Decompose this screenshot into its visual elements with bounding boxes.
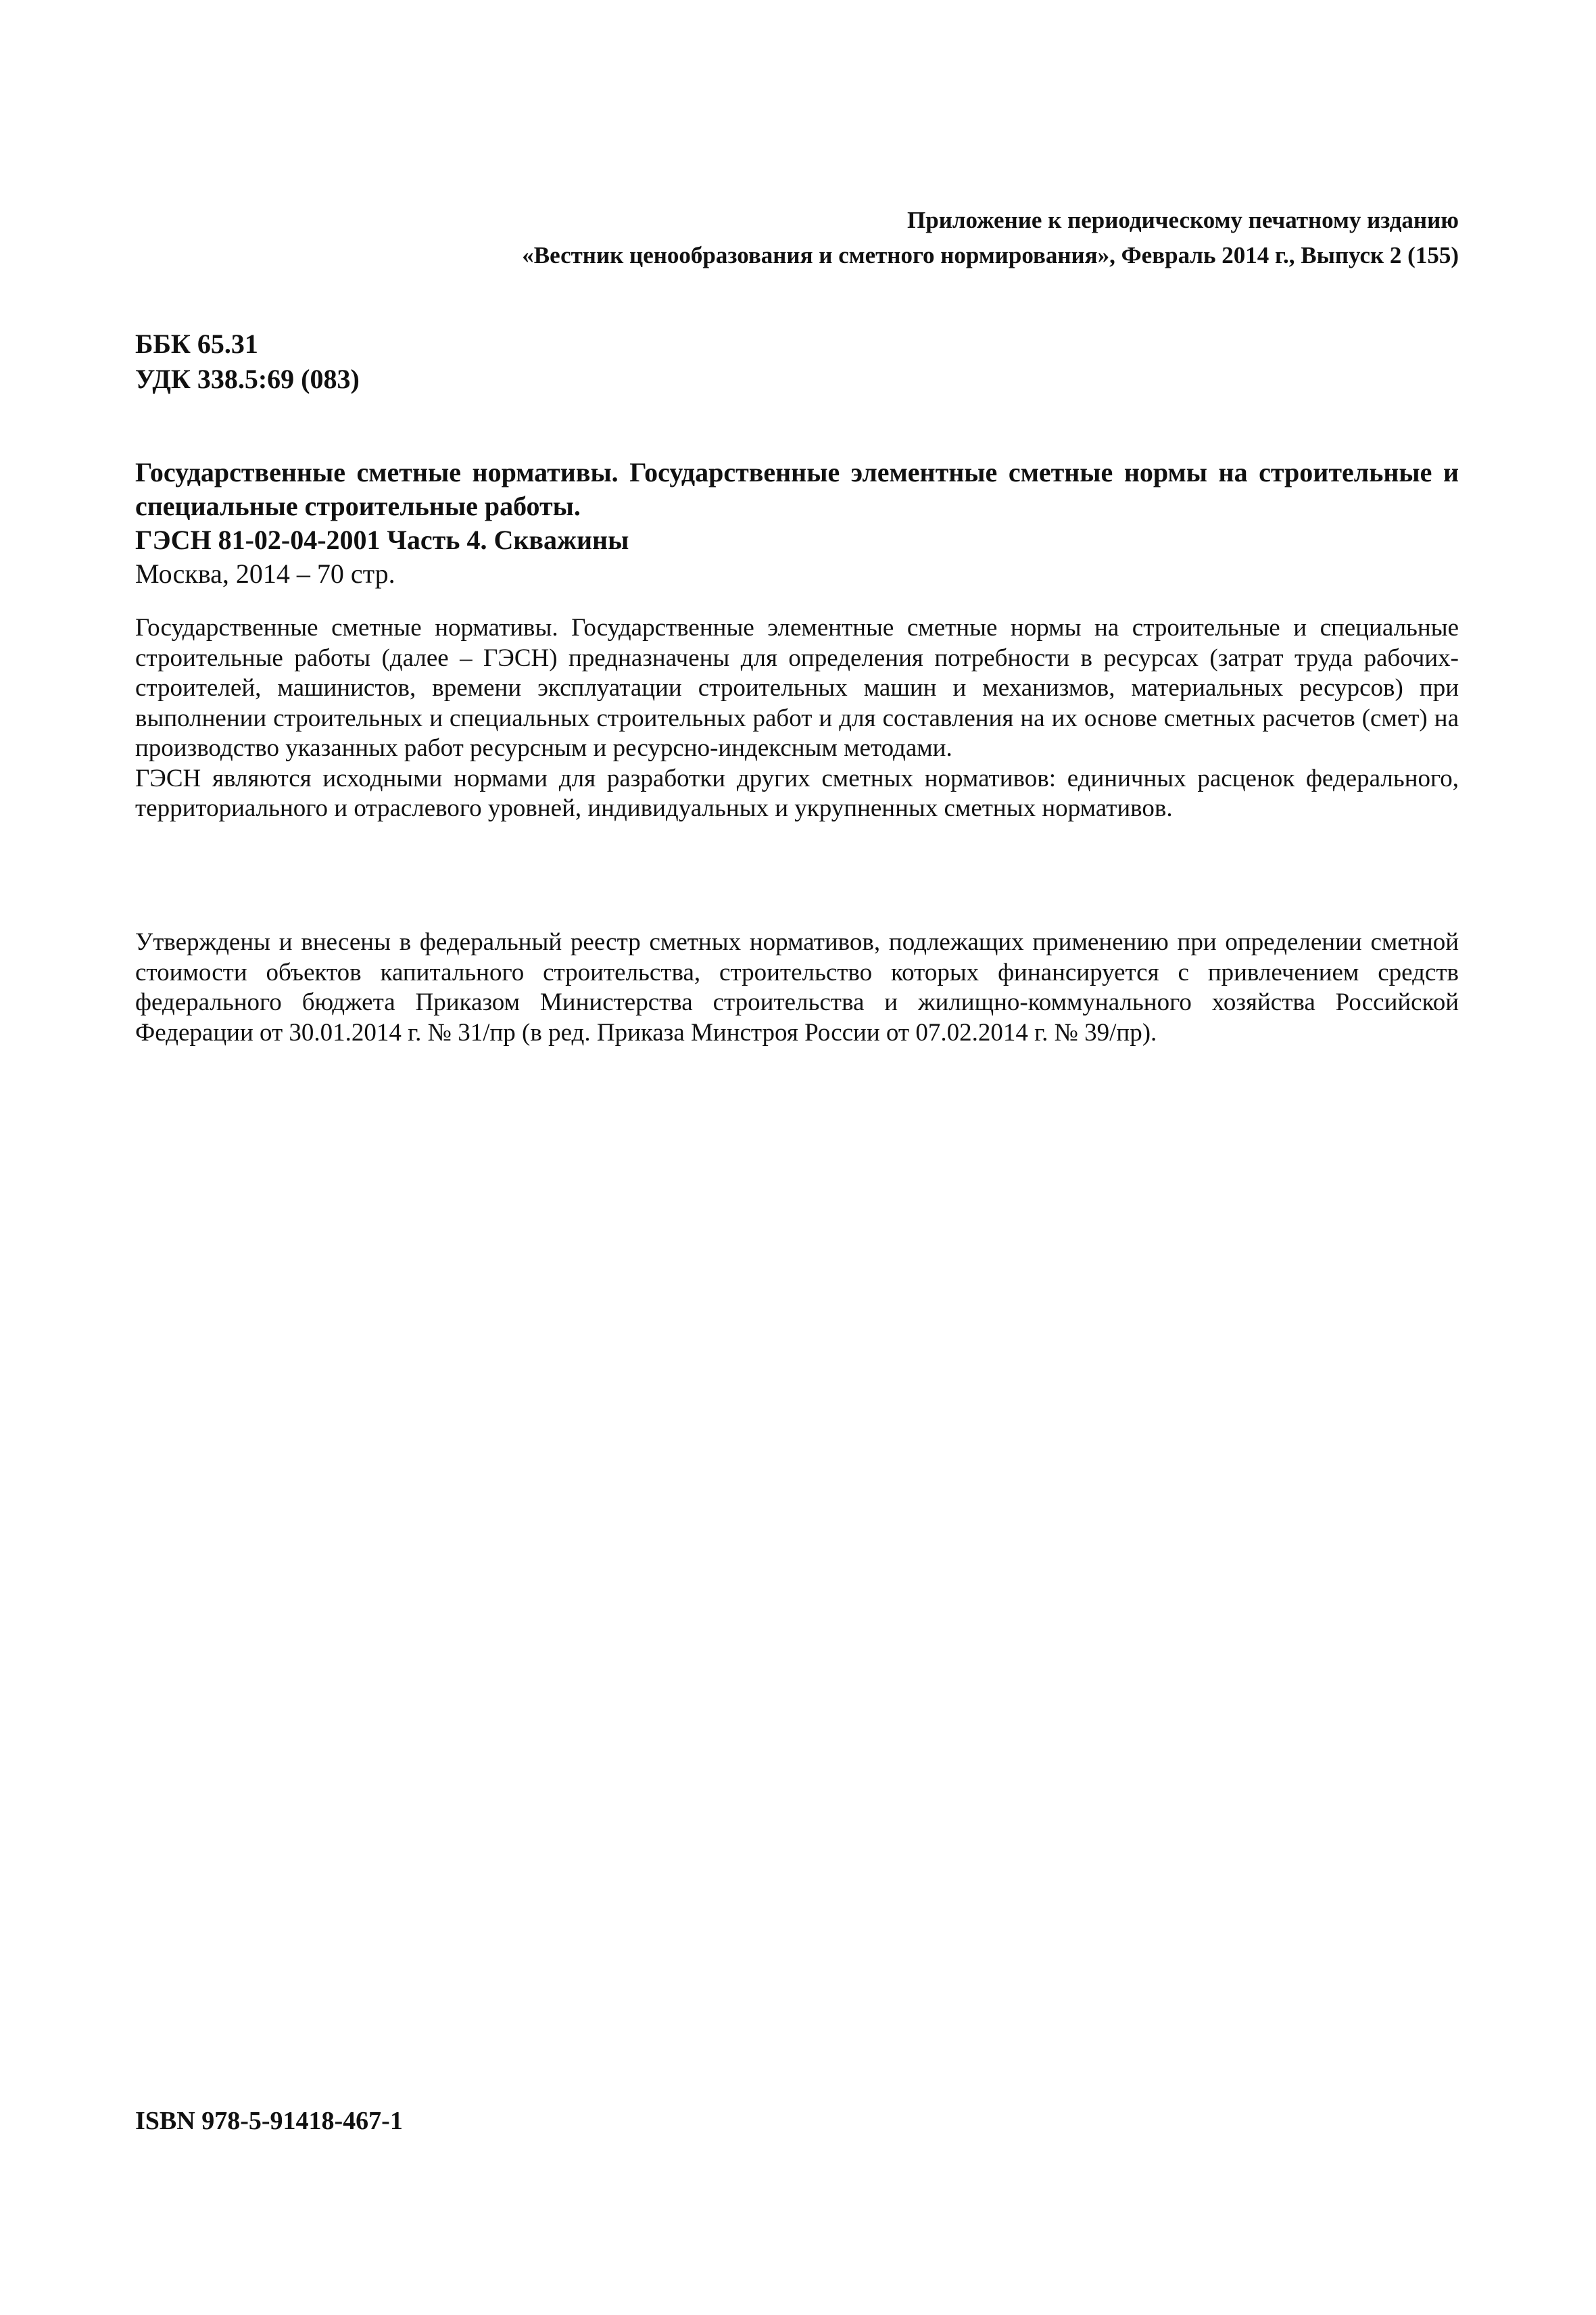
document-reference: ГЭСН 81-02-04-2001 Часть 4. Скважины: [135, 525, 629, 555]
document-title: Государственные сметные нормативы. Государственные элементные сметные нормы на строительные и специальные строительные работы.: [135, 457, 1459, 521]
publication-header: [242, 203, 1459, 273]
isbn: ISBN 978-5-91418-467-1: [135, 2107, 403, 2135]
abstract: [135, 613, 1459, 824]
approval-statement: [135, 928, 1459, 1048]
classification-codes: [135, 327, 360, 397]
bbk-code: ББК 65.31: [135, 329, 258, 359]
abstract-paragraph-1: Государственные сметные нормативы. Государственные элементные сметные нормы на строительные и специальные строительные работы (далее – ГЭСН) предназначены для определения потребности в ресурсах (затрат труда рабочих-строителей, машинистов, времени эксплуатации строительных машин и механизмов, материальных ресурсов) при выполнении строительных и специальных строительных работ и для составления на их основе сметных расчетов (смет) на производство указанных работ ресурсным и ресурсно-индексным методами.: [135, 614, 1459, 762]
header-line-2: «Вестник ценообразования и сметного нормирования», Февраль 2014 г., Выпуск 2 (155): [522, 242, 1459, 268]
abstract-paragraph-2: ГЭСН являются исходными нормами для разработки других сметных нормативов: единичных расценок федерального, территориального и отраслевого уровней, индивидуальных и укрупненных сметных нормативов.: [135, 764, 1459, 822]
udk-code: УДК 338.5:69 (083): [135, 364, 360, 394]
header-line-1: Приложение к периодическому печатному изданию: [907, 207, 1459, 233]
approval-text: Утверждены и внесены в федеральный реестр сметных нормативов, подлежащих применению при определении сметной стоимости объектов капитального строительства, строительство которых финансируется с привлечением средств федерального бюджета Приказом Министерства строительства и жилищно-коммунального хозяйства Российской Федерации от 30.01.2014 г. № 31/пр (в ред. Приказа Минстроя России от 07.02.2014 г. № 39/пр).: [135, 928, 1459, 1047]
title-block: [135, 456, 1459, 591]
publication-city-pages: Москва, 2014 – 70 стр.: [135, 558, 395, 589]
